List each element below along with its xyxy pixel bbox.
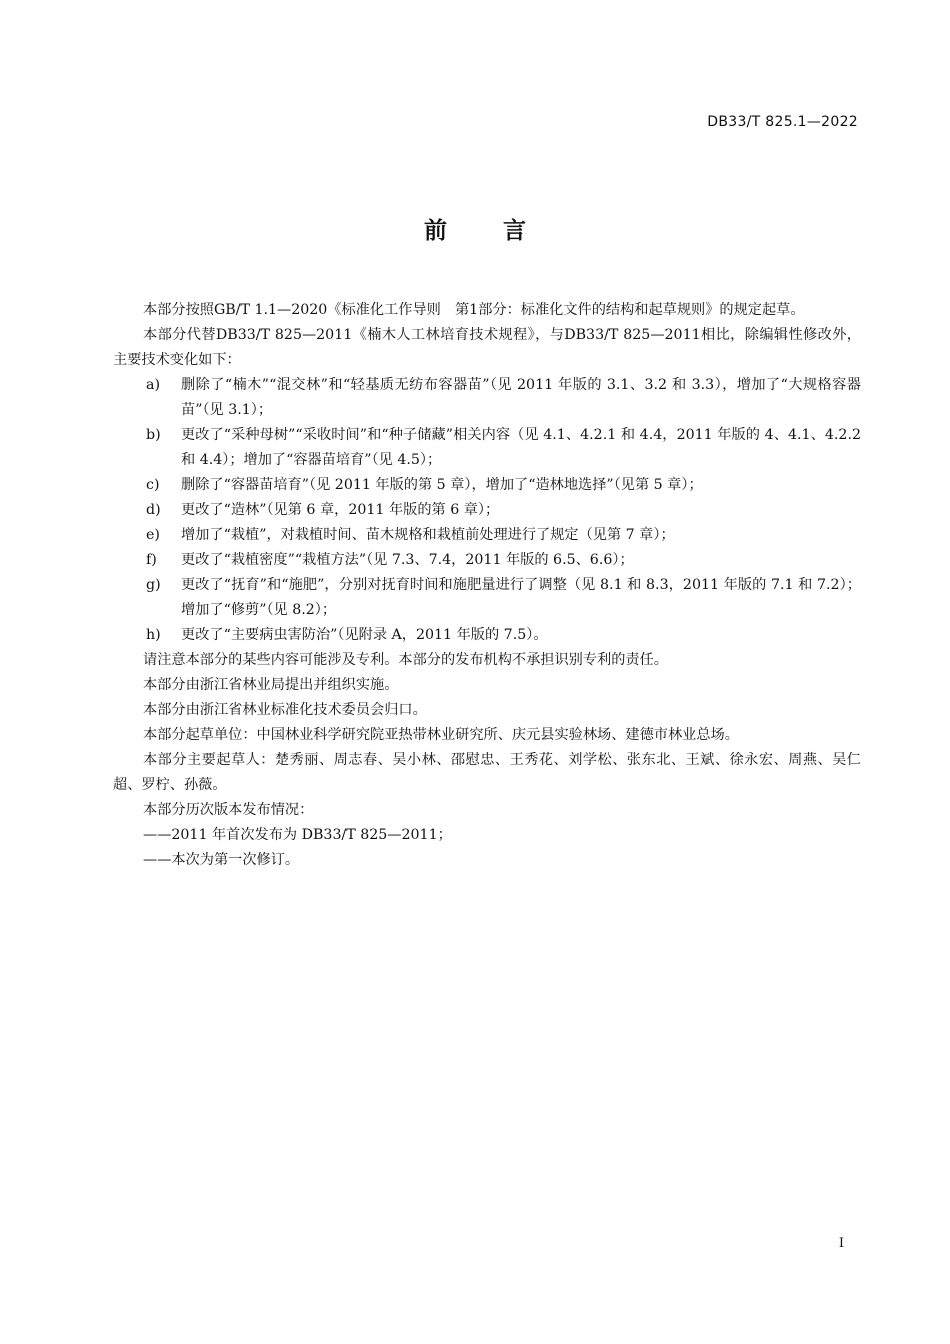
list-item (113, 573, 861, 623)
paragraph-replacement: 本部分代替DB33/T 825—2011《楠木人工林培育技术规程》，与DB33/T 825—2011相比，除编辑性修改外，主要技术变化如下： (113, 327, 861, 368)
page-title: 前 言 (423, 218, 550, 244)
list-marker: a) (146, 377, 160, 393)
list-item (113, 523, 861, 548)
list-item (113, 498, 861, 523)
list-marker: h) (146, 627, 161, 643)
list-marker: e) (146, 527, 160, 543)
list-marker: b) (146, 427, 161, 443)
list-text: 更改了“采种母树”“采收时间”和“种子储藏”相关内容（见 4.1、4.2.1 和 4.4，2011 年版的 4、4.1、4.2.2 和 4.4）；增加了“容器苗培育”（见 4.5）； (181, 427, 861, 468)
history-entry: ——2011 年首次发布为 DB33/T 825—2011； (143, 827, 452, 843)
list-text: 更改了“造林”（见第 6 章，2011 年版的第 6 章）； (181, 502, 500, 518)
list-item (113, 373, 861, 423)
history-entry: ——本次为第一次修订。 (143, 852, 300, 868)
paragraph-drafters: 本部分主要起草人：楚秀丽、周志春、吴小林、邵慰忠、王秀花、刘学松、张东北、王斌、徐永宏、周燕、吴仁超、罗柠、孙薇。 (113, 752, 861, 793)
paragraph-patent-notice: 请注意本部分的某些内容可能涉及专利。本部分的发布机构不承担识别专利的责任。 (143, 652, 668, 668)
list-text: 增加了“栽植”，对栽植时间、苗木规格和栽植前处理进行了规定（见第 7 章）； (181, 527, 675, 543)
document-code: DB33/T 825.1—2022 (707, 114, 858, 130)
change-list (113, 373, 861, 648)
paragraph-proposer: 本部分由浙江省林业局提出并组织实施。 (143, 677, 399, 693)
list-item (113, 473, 861, 498)
list-text: 删除了“楠木”“混交林”和“轻基质无纺布容器苗”（见 2011 年版的 3.1、3.2 和 3.3），增加了“大规格容器苗”（见 3.1）； (181, 377, 861, 418)
list-item (113, 623, 861, 648)
list-marker: g) (146, 577, 161, 593)
list-marker: f) (146, 552, 157, 568)
list-marker: d) (146, 502, 161, 518)
page-number: I (838, 1236, 844, 1251)
list-text: 更改了“栽植密度”“栽植方法”（见 7.3、7.4，2011 年版的 6.5、6.6）； (181, 552, 634, 568)
foreword-body (113, 298, 861, 873)
paragraph-drafting-units: 本部分起草单位：中国林业科学研究院亚热带林业研究所、庆元县实验林场、建德市林业总场。 (143, 727, 739, 743)
list-item (113, 423, 861, 473)
list-marker: c) (146, 477, 160, 493)
paragraph-drafting-basis: 本部分按照GB/T 1.1—2020《标准化工作导则 第1部分：标准化文件的结构和起草规则》的规定起草。 (143, 302, 805, 318)
list-text: 删除了“容器苗培育”（见 2011 年版的第 5 章），增加了“造林地选择”（见第 5 章）； (181, 477, 703, 493)
paragraph-committee: 本部分由浙江省林业标准化技术委员会归口。 (143, 702, 427, 718)
list-item (113, 548, 861, 573)
list-text: 更改了“主要病虫害防治”（见附录 A，2011 年版的 7.5）。 (181, 627, 548, 643)
list-text: 更改了“抚育”和“施肥”，分别对抚育时间和施肥量进行了调整（见 8.1 和 8.3，2011 年版的 7.1 和 7.2）；增加了“修剪”（见 8.2）； (181, 577, 861, 618)
paragraph-history-intro: 本部分历次版本发布情况： (143, 802, 314, 818)
